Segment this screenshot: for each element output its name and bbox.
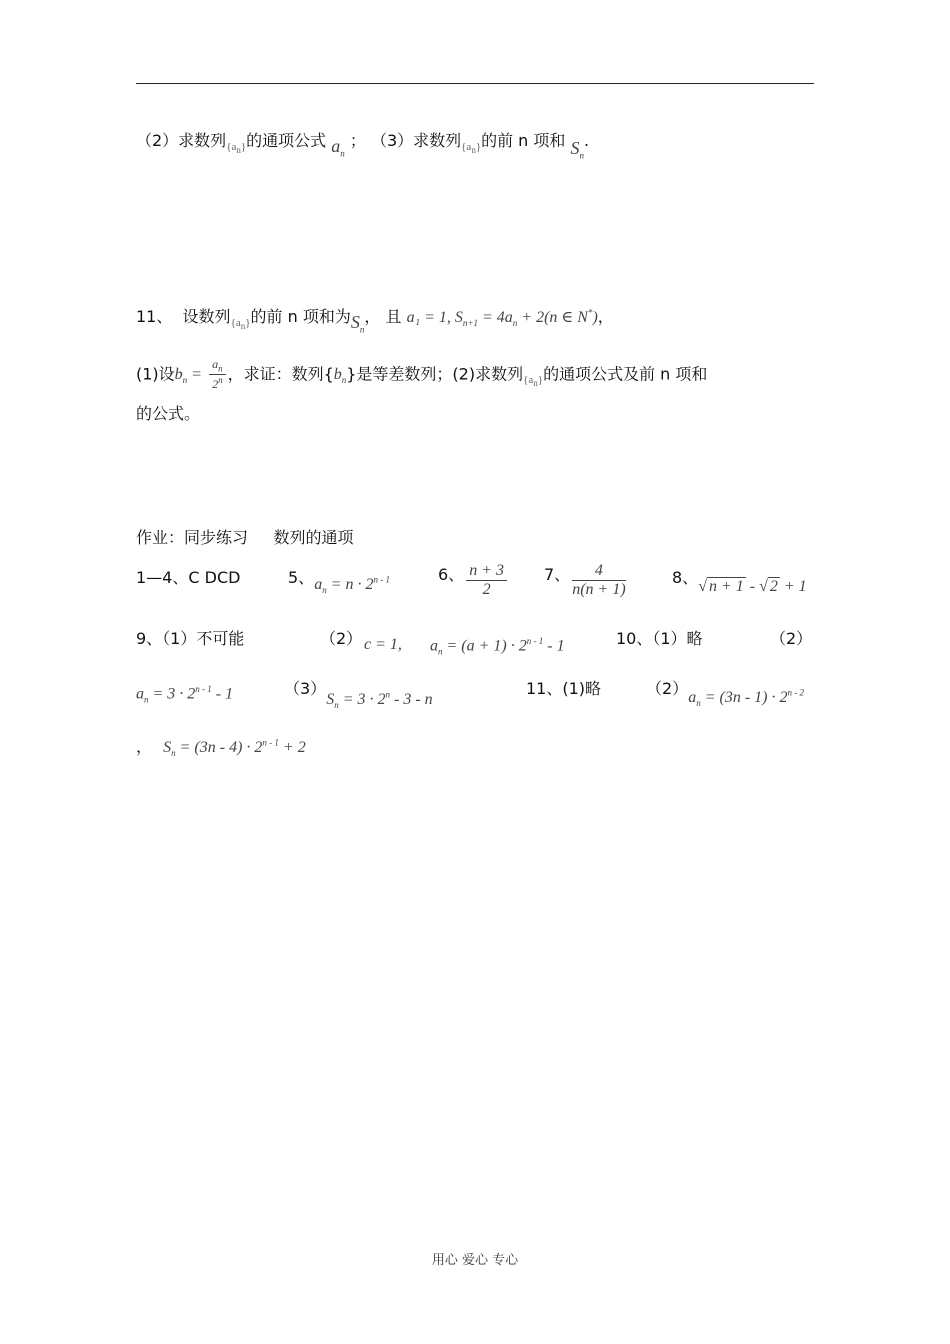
- answer-9-an: $a_n = (a + 1) \cdot 2^{n - 1} - 1$: [430, 636, 565, 657]
- part2-label: （2）求数列: [136, 131, 227, 150]
- answers-row-1: [136, 562, 816, 614]
- q11-condition: a₁ = 1, $S_{n+1} = 4a_n + 2(n$ ∈ N*): [406, 307, 598, 329]
- q11-number: 11、: [136, 307, 173, 326]
- general-term-text: 的通项公式: [246, 131, 327, 150]
- answer-7: 7、 $\frac{4}{n(n + 1)}$: [544, 562, 626, 599]
- sequence-an-set: {an}: [226, 141, 247, 156]
- header-rule: [136, 83, 814, 84]
- answer-9-1: 9、（1）不可能: [136, 629, 245, 648]
- answers-row-2: 9、（1）不可能 （2） c = 1, $a_n = (a + 1) \cdot 2^{n - 1} - 1$ 10、（1）略 （2）: [136, 626, 816, 656]
- part3-label: （3）求数列: [370, 131, 462, 150]
- sum-text: 的前 n 项和: [481, 131, 566, 150]
- bn-fraction: $\frac{a_n}{2^n}$: [209, 358, 226, 392]
- answer-11-sn: $S_n = (3n - 4) \cdot 2^{n - 1} + 2$: [163, 737, 306, 759]
- answer-10-3: $(3)S_n = 3 \cdot 2^n - 3 - n$: [284, 679, 433, 711]
- q11-part1-line: (1)设$b_n$ = $\frac{a_n}{2^n}$ ，求证：数列$\{b_n\}$是等差数列；(2)求数列$_{\{a_n\}}$的通项公式及前 n 项和: [136, 357, 708, 391]
- answers-row-4: ， $S_n = (3n - 4) \cdot 2^{n - 1} + 2$: [136, 737, 306, 759]
- q11-part1-cont: 的公式。: [136, 404, 201, 423]
- answers-row-3: [136, 676, 816, 710]
- sequence-an-set-2: {an}: [461, 141, 482, 156]
- answer-11-1: 11、(1)略: [526, 679, 602, 698]
- homework-title: 作业：同步练习 数列的通项: [136, 528, 354, 547]
- answer-8: 8、√ n + 1 - √ 2 + 1: [672, 568, 807, 595]
- answer-11-2: $(2)a_n = (3n - 1) \cdot 2^{n - 2}$: [646, 679, 804, 709]
- q11-line: 11、 设数列$_{\{a_n\}}$的前 n 项和为$S_n$， 且 a₁ = 1, $S_{n+1} = 4a_n + 2(n$ ∈ N*)，: [136, 307, 614, 335]
- answer-10-1: 10、（1）略: [616, 629, 703, 648]
- an-symbol: $a_n$: [331, 136, 345, 159]
- answer-6: 6、 $\frac{n + 3}{2}$: [438, 562, 509, 600]
- answer-9-c: c = 1,: [364, 636, 402, 653]
- answer-5: 5、$a_n = n \cdot 2^{n - 1}$: [288, 568, 390, 596]
- page-footer: 用心 爱心 专心: [431, 1253, 519, 1268]
- sn-symbol: $S_n$: [570, 138, 585, 161]
- q10-parts-line: （2）求数列$_{\{a_n\}}$的通项公式 $a_n$ ； （3）求数列$_{\{a_n\}}$的前 n 项和 $S_n$.: [136, 131, 590, 161]
- answer-1-4: 1—4、C DCD: [136, 568, 241, 587]
- answer-10-an: $a_n = 3 \cdot 2^{n - 1} - 1$: [136, 684, 234, 705]
